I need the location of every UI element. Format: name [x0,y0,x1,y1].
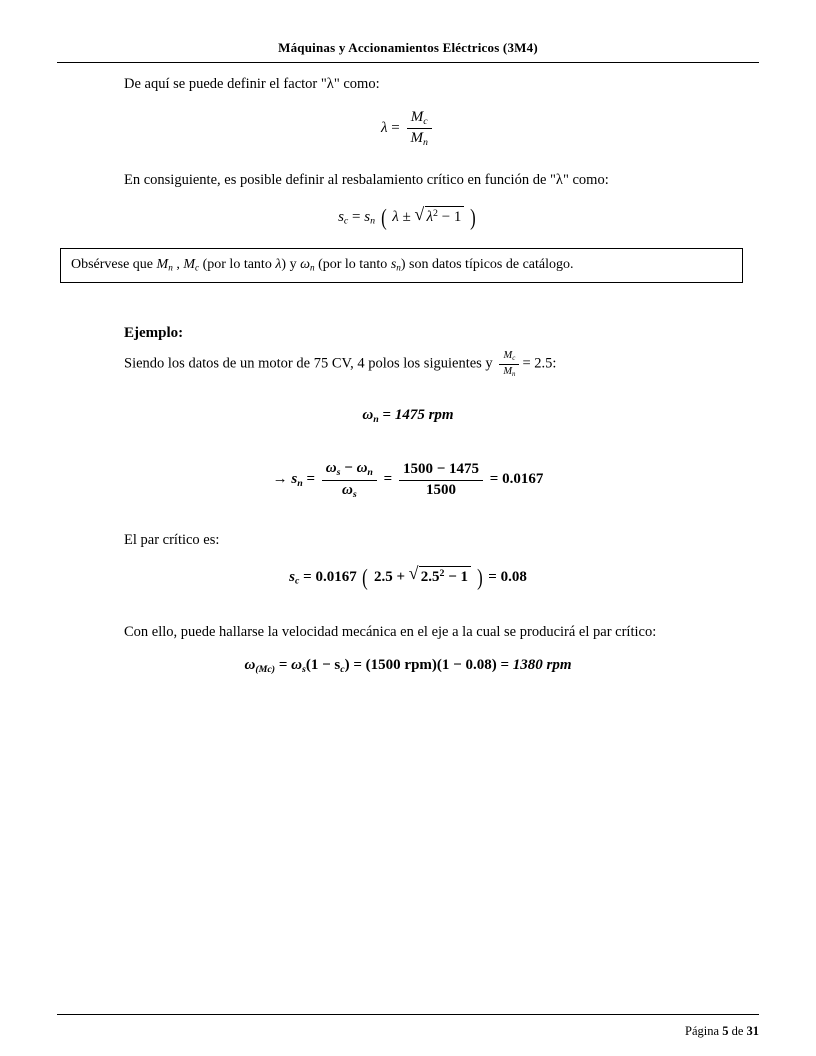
footer-divider [57,1014,759,1015]
inline-fraction-mc-mn [499,350,519,379]
equation-sc-radicand-value: 2.5 [420,568,440,585]
footer-prefix: Página [685,1024,723,1038]
equation-arrow: → [272,471,288,488]
equation-lambda-den-subscript: n [423,136,428,148]
equation-critical-slip [57,205,759,232]
equation-omega-n-equals: = [382,406,392,423]
paragraph-critical-slip: En consiguiente, es posible definir al resbalamiento crítico en función de "λ" como: [124,172,609,189]
callout-mn-symbol: M [156,257,169,273]
equation-omega-n2-symbol: ω [356,460,368,477]
equation-omega-mc-result: 1380 rpm [512,656,572,673]
paragraph-motor-data-text: Siendo los datos de un motor de 75 CV, 4 polos los siguientes y [124,355,497,372]
footer-total-pages: 31 [746,1024,759,1038]
callout-mc-symbol: M [183,257,195,273]
equation-radicand-symbol: λ [426,209,434,226]
inline-frac-den-subscript: n [512,370,516,378]
equation-sn-frac1-num [322,460,377,480]
paragraph-motor-data-ratio: = 2.5: [522,355,557,372]
equation-lambda-fraction [407,109,432,148]
equation-sn-symbol: s [364,209,371,226]
equation-sc-symbol: s [338,209,344,226]
inline-frac-num-subscript: c [512,354,516,362]
equation-lambda-equals: = [391,120,400,137]
callout-prefix: Obsérvese que [71,257,157,273]
equation-omega-mc [57,657,759,675]
inline-frac-den [499,365,519,379]
page-content [57,74,759,689]
equation-omega-s-symbol: ω [325,460,337,477]
equation-sc-result: 0.08 [500,568,527,585]
equation-sc-subscript: c [343,215,349,227]
equation-sn-lhs-subscript: n [297,478,303,490]
equation-slip-nominal [57,460,759,499]
equation-omega-n-subscript: n [373,413,379,425]
equation-lambda-den-symbol: M [410,130,424,147]
equation-sc-radicand [419,566,471,586]
callout-omega-subscript: n [309,262,315,273]
equation-radicand-exponent: 2 [433,208,438,220]
equation-open-paren: ( [380,205,387,232]
equation-omega-mc-paren-close: ) [344,656,350,673]
equation-lambda-lhs: λ [381,120,388,137]
equation-sn-frac2-num: 1500 − 1475 [399,461,483,480]
equation-sc-num-equals: = [303,568,312,585]
equation-omega-s-term: ω [291,656,302,673]
equation-lambda-definition [57,109,759,148]
inline-frac-den-symbol: M [503,365,513,377]
callout-lambda-symbol: λ [275,257,282,273]
equation-sc-coefficient: 0.0167 [315,568,357,585]
section-title-example: Ejemplo: [124,324,184,341]
callout-sn-symbol: s [390,257,397,273]
equation-omega-mc-equals-2: = [353,656,362,673]
equation-omega-s-subscript: s [336,467,341,479]
footer-page-number: 5 [722,1024,729,1038]
callout-sn-subscript: n [396,262,401,273]
inline-frac-num-symbol: M [503,349,513,361]
equation-omega-s-den-subscript: s [352,488,357,500]
equation-omega-n-value: 1475 rpm [394,406,454,423]
equation-sc-num-symbol: s [289,568,295,585]
callout-mid-1: (por lo tanto [199,257,276,273]
equation-radicand [425,206,465,226]
paragraph-mechanical-speed: Con ello, puede hallarse la velocidad mecánica en el eje a la cual se producirá el par crítico: [124,623,657,640]
equation-omega-n2-subscript: n [367,467,373,479]
equation-sc-equals: = [352,209,361,226]
equation-close-paren: ) [470,205,476,232]
equation-sn-result: 0.0167 [502,471,544,488]
header-divider [57,62,759,63]
equation-lambda-numerator [407,109,432,129]
paragraph-critical-torque: El par crítico es: [124,531,220,548]
equation-sc-equals-2: = [488,568,497,585]
equation-omega-s-den-symbol: ω [342,481,353,498]
equation-sn-lhs: s [291,471,298,488]
equation-omega-mc-equals-3: = [500,656,510,673]
equation-omega-mc-paren-subscript: c [340,663,345,675]
callout-mc-subscript: c [195,262,200,273]
footer-middle: de [728,1024,747,1038]
equation-sqrt [415,206,465,226]
callout-mid-3: (por lo tanto [314,257,391,273]
equation-sc-inner-lead: 2.5 + [373,568,406,585]
equation-omega-mc-equals-1: = [278,656,288,673]
equation-lambda-num-subscript: c [423,115,428,127]
callout-mn-subscript: n [168,262,173,273]
equation-sc-num-subscript: c [295,575,300,587]
callout-suffix: ) son datos típicos de catálogo. [400,257,574,273]
equation-sn-fraction-2 [399,461,483,499]
equation-sc-open-paren: ( [362,564,369,591]
equation-sn-equals-3: = [489,471,499,488]
paragraph-factor-lambda: De aquí se puede definir el factor "λ" como: [124,76,380,92]
equation-radicand-tail: − 1 [441,209,462,226]
equation-omega-n-symbol: ω [362,406,374,423]
equation-omega-mc-paren-open: (1 − s [305,656,341,673]
equation-lambda-plusminus: λ ± [392,209,411,226]
equation-minus-1: − [344,460,353,477]
equation-omega-mc-symbol: ω [244,656,256,673]
equation-sn-frac2-den: 1500 [426,481,457,498]
equation-omega-n [57,407,759,425]
page-header [57,40,759,56]
equation-sc-sqrt [409,566,471,586]
equation-omega-mc-numeric: (1500 rpm)(1 − 0.08) [365,656,497,673]
equation-sn-equals-2: = [383,471,393,488]
equation-sn-equals-1: = [306,471,316,488]
header-title: Máquinas y Accionamientos Eléctricos (3M4) [278,40,538,55]
equation-sc-radicand-exponent: 2 [439,567,445,579]
callout-omega-symbol: ω [300,257,310,273]
paragraph-motor-data [57,350,759,379]
inline-frac-num [499,350,519,365]
equation-sc-close-paren: ) [476,564,483,591]
equation-omega-mc-subscript: (Mc) [255,663,276,675]
callout-mid-2: ) y [281,257,301,273]
equation-sn-frac1-den [322,481,377,500]
equation-omega-s-term-subscript: s [301,663,306,675]
page-footer [57,1024,759,1039]
equation-sc-radicand-tail: − 1 [448,568,469,585]
equation-sc-numeric [57,565,759,592]
equation-lambda-num-symbol: M [410,109,424,126]
equation-sn-subscript: n [370,215,376,227]
callout-note: Obsérvese que $M_n$ , $M_c$ (por lo tanto λ) y $\omega_n$ (por lo tanto $s_n$) son datos típicos de catálogo. [60,248,743,283]
equation-sn-fraction-1 [322,460,377,499]
equation-lambda-denominator [407,129,432,148]
